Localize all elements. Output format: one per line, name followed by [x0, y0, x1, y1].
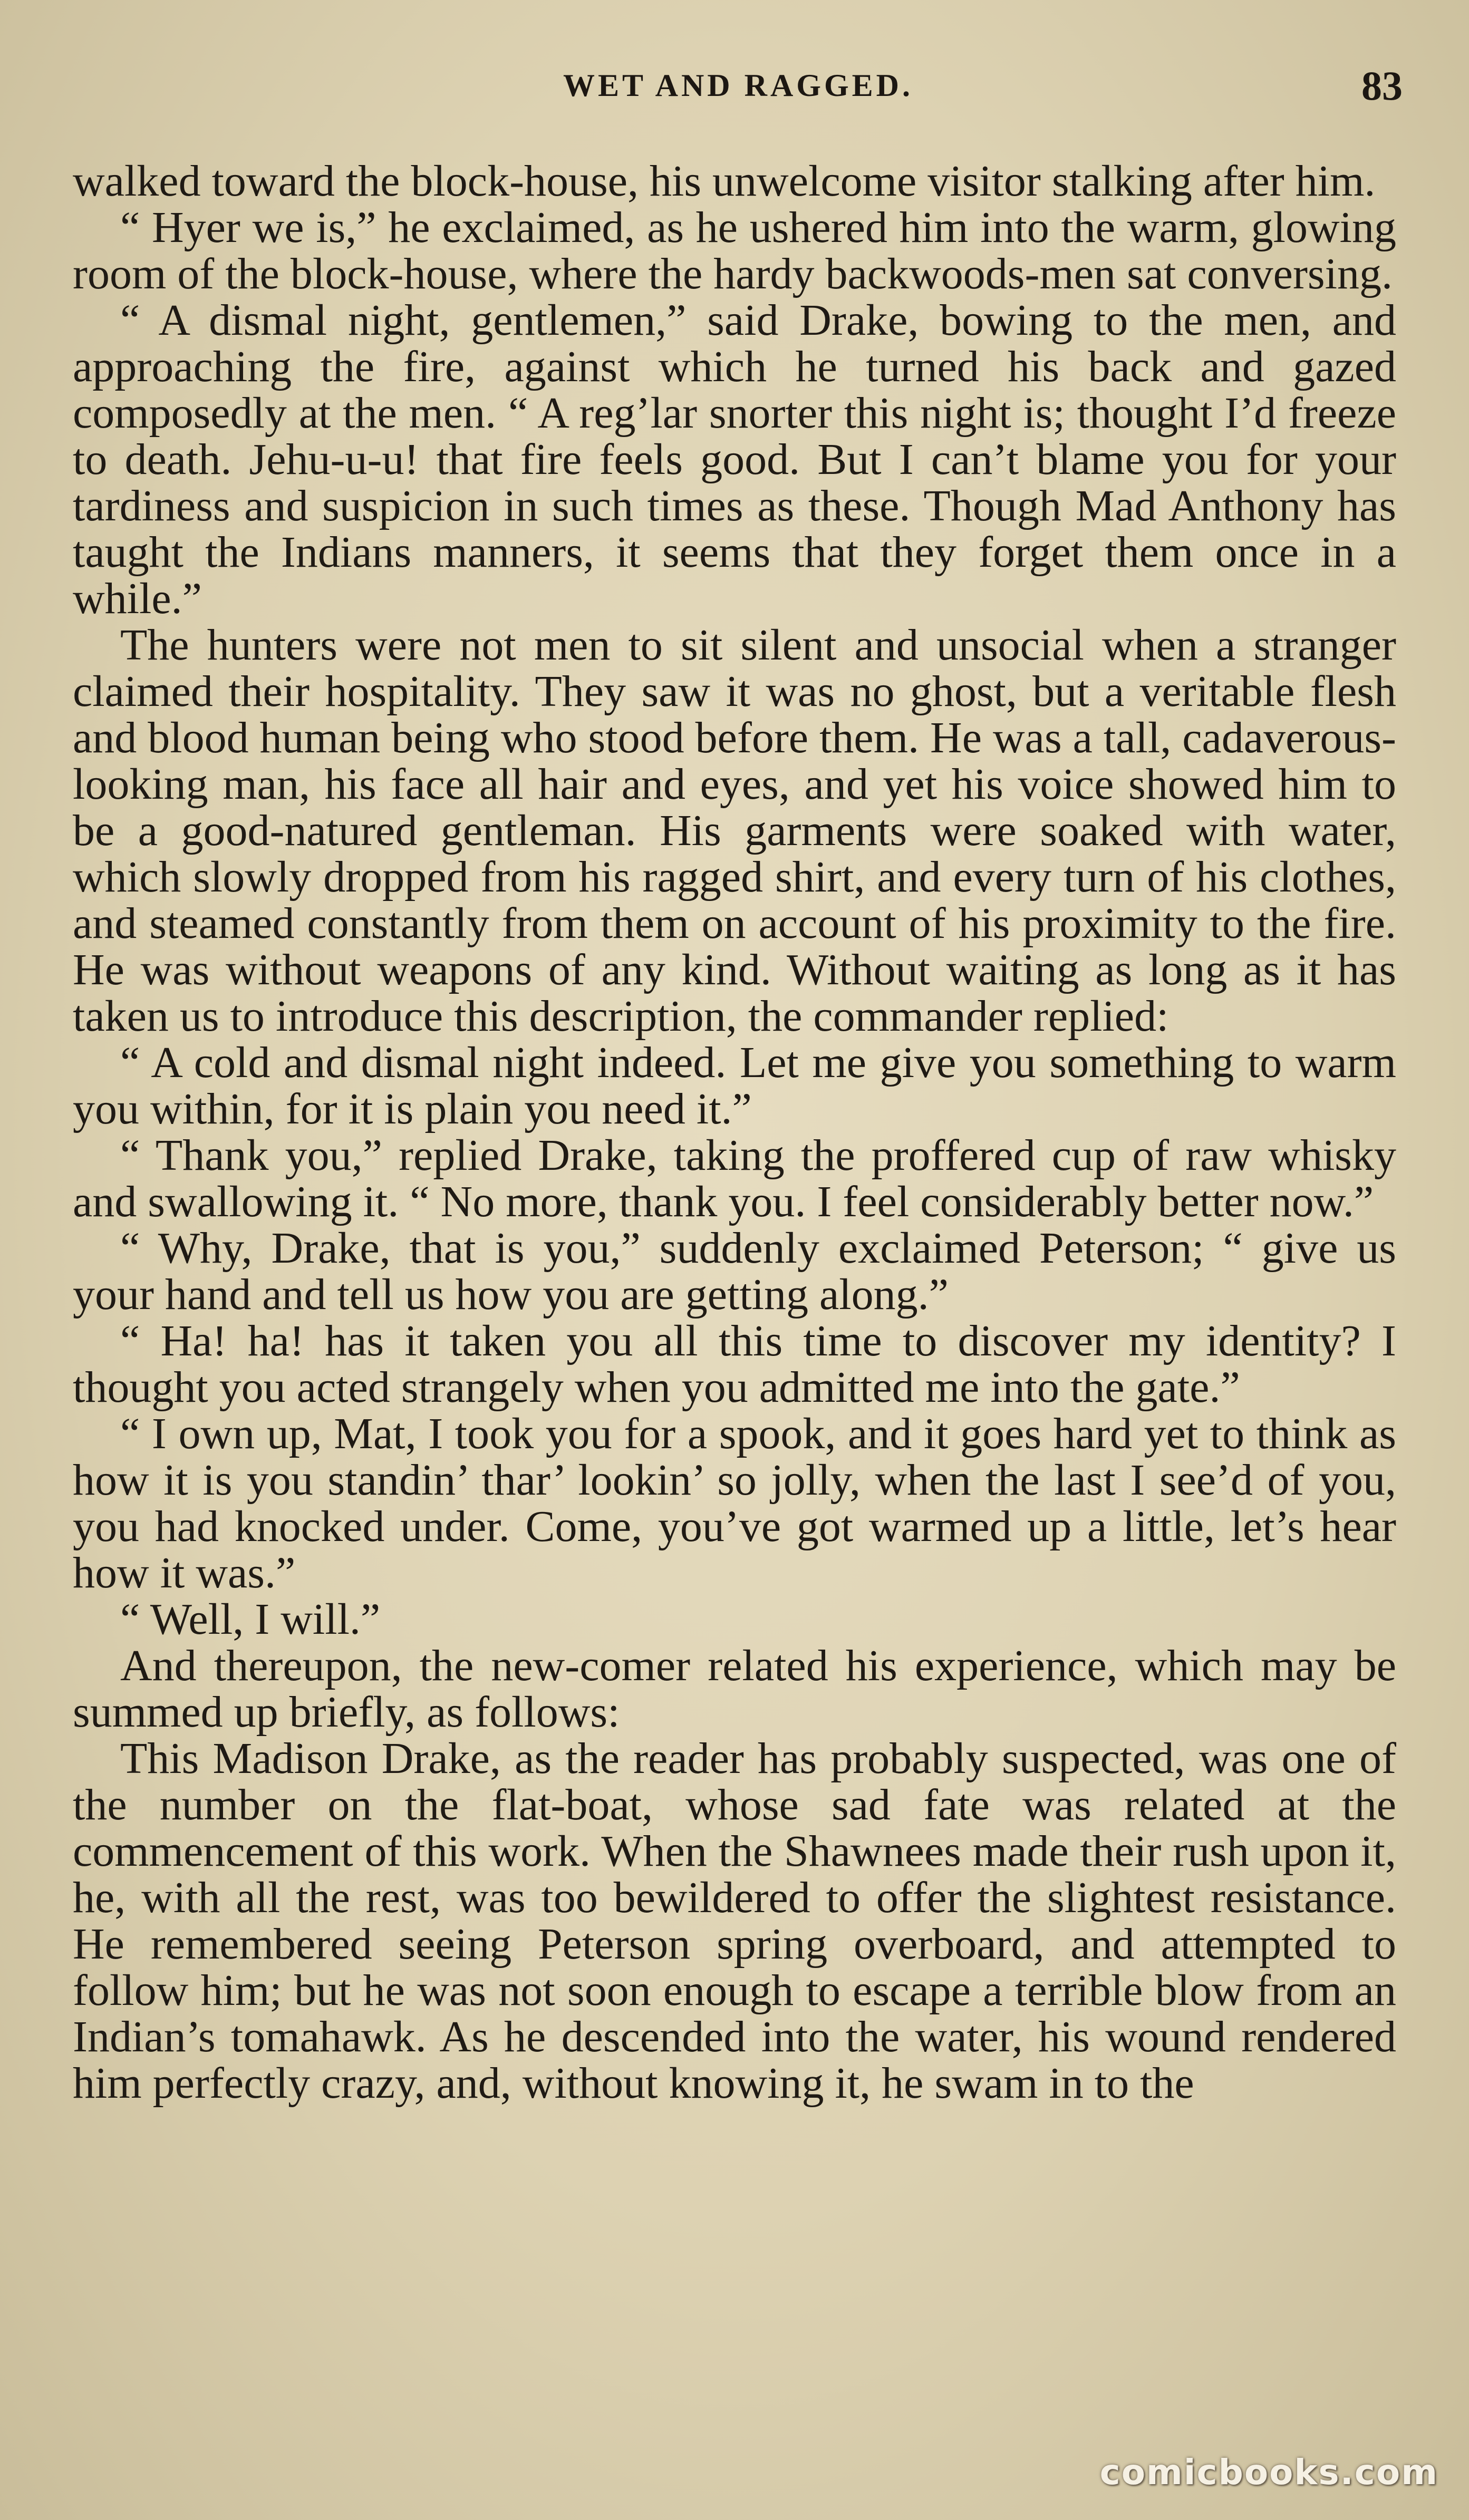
paragraph: This Madison Drake, as the reader has probably suspected, was one of the number on the flat-boat, whose sad fate was related at the commencement of this work. When the Shawnees made their rush upon it, he, with all the rest, was too bewildered to offer the slightest resistance. He remembered seeing Peterson spring overboard, and attempted to follow him; but he was not soon enough to escape a terrible blow from an Indian’s tomahawk. As he descended into the water, his wound rendered him perfectly crazy, and, without knowing it, he swam in to the [73, 1734, 1396, 2108]
paragraph: “ A cold and dismal night indeed. Let me give you something to warm you within, for it is plain you need it.” [73, 1038, 1396, 1133]
body-text [73, 158, 1396, 2107]
paragraph: “ Thank you,” replied Drake, taking the proffered cup of raw whisky and swallowing it. “ No more, thank you. I feel considerably better now.” [73, 1131, 1396, 1226]
paragraph: “ Well, I will.” [120, 1595, 381, 1644]
paragraph: The hunters were not men to sit silent and unsocial when a stranger claimed their hospitality. They saw it was no ghost, but a veritable flesh and blood human being who stood before them. He was a tall, cadaverous-looking man, his face all hair and eyes, and yet his voice showed him to be a good-natured gentleman. His garments were soaked with water, which slowly dropped from his ragged shirt, and every turn of his clothes, and steamed constantly from them on account of his proximity to the fire. He was without weapons of any kind. Without waiting as long as it has taken us to introduce this description, the commander replied: [73, 621, 1396, 1041]
paragraph: “ A dismal night, gentlemen,” said Drake, bowing to the men, and approaching the fire, against which he turned his back and gazed composedly at the men. “ A reg’lar snorter this night is; thought I’d freeze to death. Jehu-u-u! that fire feels good. But I can’t blame you for your tardiness and suspicion in such times as these. Though Mad Anthony has taught the Indians manners, it seems that they forget them once in a while.” [73, 296, 1396, 623]
paragraph: “ Why, Drake, that is you,” suddenly exclaimed Peterson; “ give us your hand and tell us how you are getting along.” [73, 1224, 1396, 1319]
paragraph: And thereupon, the new-comer related his experience, which may be summed up briefly, as follows: [73, 1641, 1396, 1737]
paragraph: “ Ha! ha! has it taken you all this time to discover my identity? I thought you acted strangely when you admitted me into the gate.” [73, 1316, 1396, 1412]
watermark: comicbooks.com [1099, 2452, 1438, 2493]
paragraph: “ I own up, Mat, I took you for a spook, and it goes hard yet to think as how it is you standin’ thar’ lookin’ so jolly, when the last I see’d of you, you had knocked under. Come, you’ve got warmed up a little, let’s hear how it was.” [73, 1409, 1396, 1597]
running-head: WET AND RAGGED. [563, 68, 913, 103]
page-number: 83 [1361, 63, 1403, 109]
page-header [74, 62, 1403, 125]
paragraph: walked toward the block-house, his unwelcome visitor stalking after him. [73, 157, 1376, 206]
paragraph: “ Hyer we is,” he exclaimed, as he ushered him into the warm, glowing room of the block-house, where the hardy backwoods-men sat conversing. [73, 203, 1396, 298]
